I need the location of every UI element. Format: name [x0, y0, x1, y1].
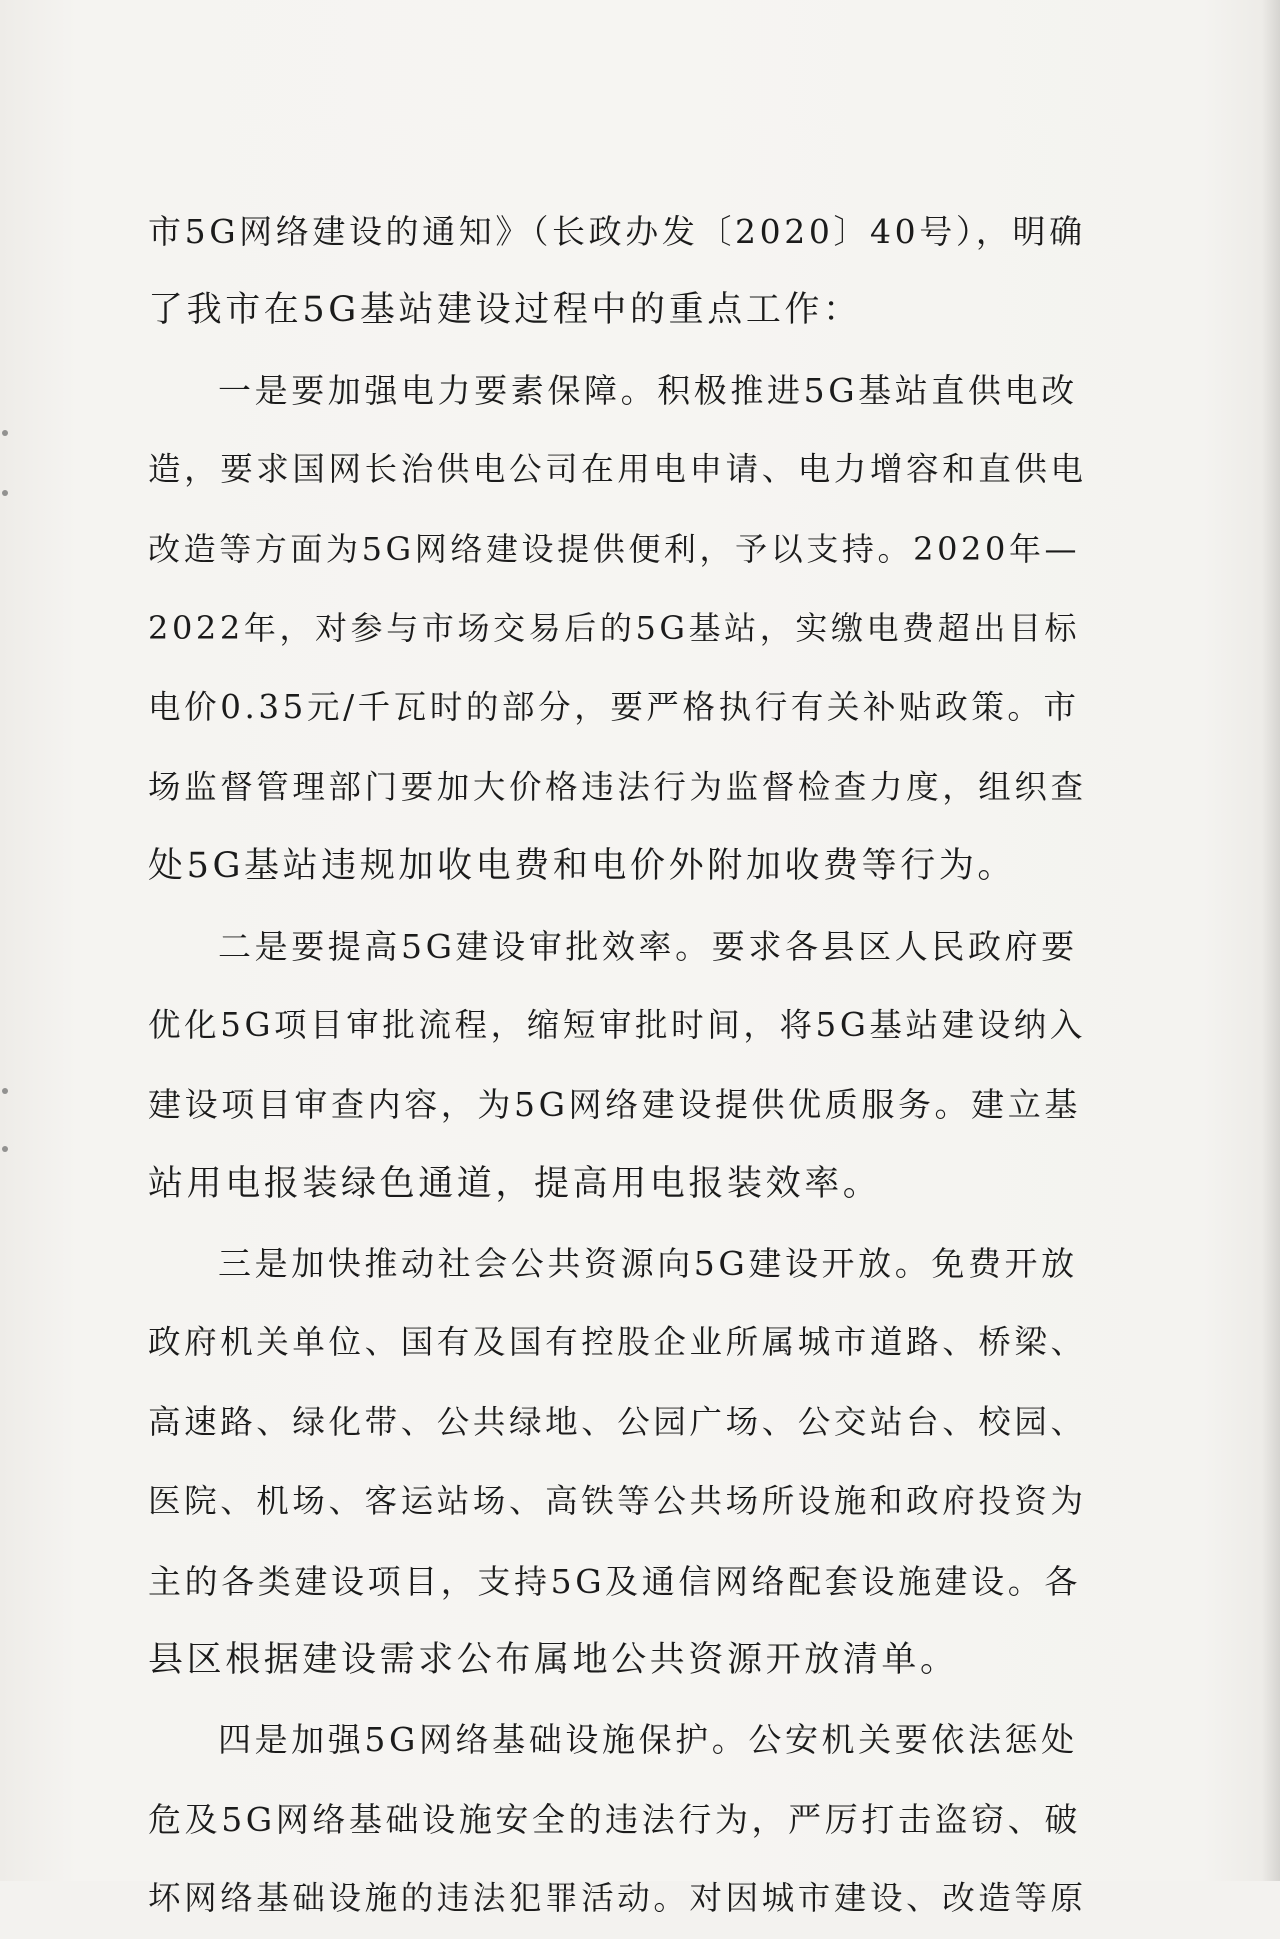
- text-line: 了我市在5G基站建设过程中的重点工作：: [148, 290, 862, 331]
- text-line: 电价0.35元/千瓦时的部分，要严格执行有关补贴政策。市: [148, 688, 1080, 727]
- binding-hole-mark: [2, 490, 8, 496]
- text-line: 处5G基站违规加收电费和电价外附加收费等行为。: [148, 846, 1017, 887]
- paragraph-start-line: 三是加快推动社会公共资源向5G建设开放。免费开放: [218, 1244, 1078, 1284]
- text-line: 优化5G项目审批流程，缩短审批时间，将5G基站建设纳入: [148, 1005, 1086, 1044]
- text-line: 医院、机场、客运站场、高铁等公共场所设施和政府投资为: [148, 1482, 1087, 1521]
- paragraph-start-line: 二是要提高5G建设审批效率。要求各县区人民政府要: [218, 926, 1078, 966]
- text-line: 市5G网络建设的通知》（长政办发〔2020〕40号），明确: [148, 212, 1086, 251]
- binding-hole-mark: [2, 430, 8, 436]
- paragraph-start-line: 一是要加强电力要素保障。积极推进5G基站直供电改: [218, 370, 1078, 410]
- text-line: 县区根据建设需求公布属地公共资源开放清单。: [148, 1640, 959, 1681]
- text-line: 2022年，对参与市场交易后的5G基站，实缴电费超出目标: [148, 608, 1081, 647]
- text-line: 改造等方面为5G网络建设提供便利，予以支持。2020年—: [148, 529, 1081, 568]
- text-line: 高速路、绿化带、公共绿地、公园广场、公交站台、校园、: [148, 1402, 1087, 1441]
- text-line: 建设项目审查内容，为5G网络建设提供优质服务。建立基: [148, 1085, 1081, 1125]
- text-line: 场监督管理部门要加大价格违法行为监督检查力度，组织查: [148, 767, 1087, 806]
- binding-hole-mark: [2, 1146, 8, 1152]
- binding-hole-mark: [2, 1088, 8, 1094]
- text-line: 造，要求国网长治供电公司在用电申请、电力增容和直供电: [148, 450, 1087, 489]
- text-line: 坏网络基础设施的违法犯罪活动。对因城市建设、改造等原: [148, 1879, 1087, 1918]
- paragraph-start-line: 四是加强5G网络基础设施保护。公安机关要依法惩处: [218, 1720, 1078, 1760]
- text-line: 危及5G网络基础设施安全的违法行为，严厉打击盗窃、破: [148, 1799, 1081, 1839]
- text-line: 政府机关单位、国有及国有控股企业所属城市道路、桥梁、: [148, 1323, 1087, 1362]
- text-line: 主的各类建设项目，支持5G及通信网络配套设施建设。各: [148, 1561, 1081, 1601]
- document-body: [148, 192, 1088, 1939]
- text-line: 站用电报装绿色通道，提高用电报装效率。: [148, 1163, 882, 1204]
- page-edge-shadow: [1262, 0, 1280, 1881]
